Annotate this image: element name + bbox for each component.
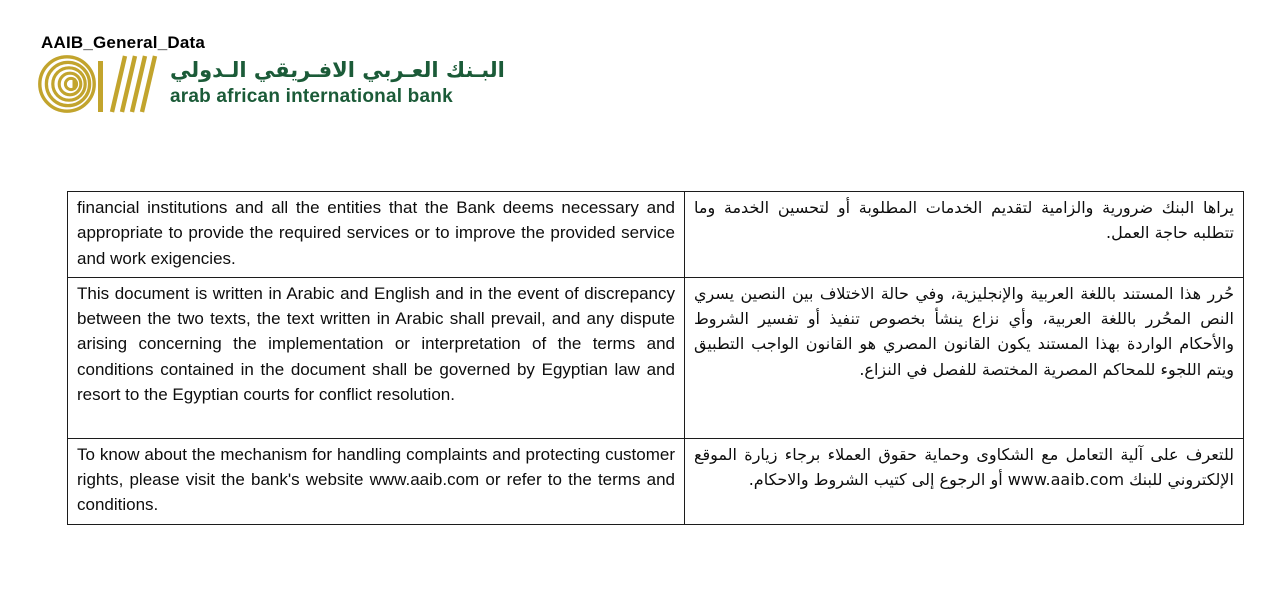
terms-row3-english-text: To know about the mechanism for handling complaints and protecting customer rights, please visit the bank's website www.aaib.com or refer to the terms and conditions. — [68, 438, 685, 524]
terms-and-conditions-table — [67, 191, 1244, 525]
table-row — [68, 277, 1244, 438]
terms-row1-english-text: financial institutions and all the entities that the Bank deems necessary and appropriate to provide the required services or to improve the provided service and work exigencies. — [68, 192, 685, 278]
bank-logo-mark-icon — [28, 55, 166, 113]
table-row — [68, 438, 1244, 524]
terms-row2-english-text: This document is written in Arabic and English and in the event of discrepancy between the two texts, the text written in Arabic shall prevail, and any dispute arising concerning the implementation or interpretation of the terms and conditions contained in the document shall be governed by Egyptian law and resort to the Egyptian courts for conflict resolution. — [68, 277, 685, 438]
table-row — [68, 192, 1244, 278]
document-title: AAIB_General_Data — [41, 33, 206, 52]
terms-row2-arabic-text: حُرر هذا المستند باللغة العربية والإنجليزية، وفي حالة الاختلاف بين النصين يسري النص المحُرر باللغة العربية، وأي نزاع ينشأ بخصوص تنفيذ أو تفسير الشروط والأحكام الواردة بهذا المستند يكون القانون المصري هو القانون الواجب التطبيق ويتم اللجوء للمحاكم المصرية المختصة للفصل في النزاع. — [685, 277, 1244, 438]
terms-row1-arabic-text: يراها البنك ضرورية والزامية لتقديم الخدمات المطلوبة أو لتحسين الخدمة وما تتطلبه حاجة العمل. — [685, 192, 1244, 278]
terms-row3-arabic-text: للتعرف على آلية التعامل مع الشكاوى وحماية حقوق العملاء برجاء زيارة الموقع الإلكتروني للبنك www.aaib.com أو الرجوع إلى كتيب الشروط والاحكام. — [685, 438, 1244, 524]
bank-logo-text — [170, 55, 505, 109]
bank-logo — [28, 55, 505, 113]
bank-name-arabic: البـنك العـربي الافـريقي الـدولي — [170, 58, 505, 82]
bank-name-english: arab african international bank — [170, 86, 453, 107]
